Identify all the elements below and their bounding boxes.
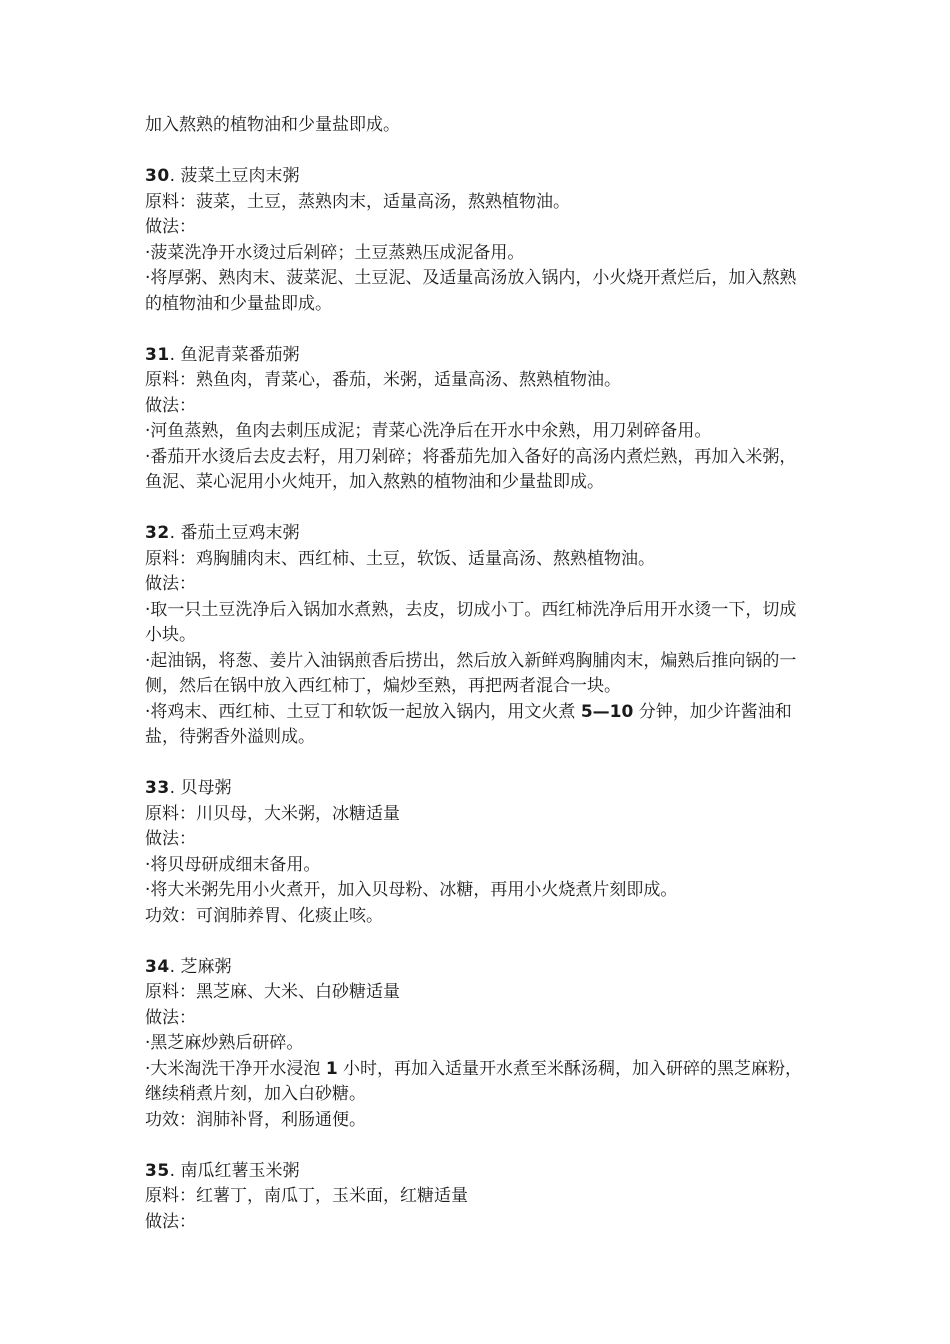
recipe-name: 菠菜土豆肉末粥 xyxy=(180,166,300,186)
recipe-number: 31 xyxy=(145,344,170,365)
recipe-step: ·取一只土豆洗净后入锅加水煮熟，去皮，切成小丁。西红柿洗净后用开水烫一下，切成小块。 xyxy=(145,599,797,645)
recipe-step: ·黑芝麻炒熟后研碎。 xyxy=(145,1033,304,1053)
spacer xyxy=(145,139,810,165)
recipe-method-label: 做法： xyxy=(145,217,196,237)
recipe-step xyxy=(145,1057,810,1108)
recipe-name: 贝母粥 xyxy=(180,778,232,798)
recipe-method-label: 做法： xyxy=(145,1211,196,1232)
recipe-step: ·将厚粥、熟肉末、菠菜泥、土豆泥、及适量高汤放入锅内，小火烧开煮烂后，加入熬熟的植物油和少量盐即成。 xyxy=(145,268,797,314)
step-text: ·将鸡末、西红柿、土豆丁和软饭一起放入锅内，用文火煮 xyxy=(145,701,581,722)
recipe-32 xyxy=(145,521,810,751)
step-text: 分钟，加少许酱油和盐，待粥香外溢则成。 xyxy=(145,701,792,747)
recipe-33 xyxy=(145,776,810,929)
recipe-name: 番茄土豆鸡末粥 xyxy=(180,523,300,543)
recipe-method-label: 做法： xyxy=(145,395,196,416)
recipe-ingredients: 原料：熟鱼肉，青菜心，番茄，米粥，适量高汤、熬熟植物油。 xyxy=(145,370,621,390)
recipe-number-separator: . xyxy=(169,344,176,365)
recipe-title xyxy=(145,521,810,547)
recipe-method-label: 做法： xyxy=(145,1007,196,1028)
recipe-step: ·起油锅，将葱、姜片入油锅煎香后捞出，然后放入新鲜鸡胸脯肉末，煸熟后推向锅的一侧，然后在锅中放入西红柿丁，煸炒至熟，再把两者混合一块。 xyxy=(145,650,797,696)
recipe-step: ·将贝母研成细末备用。 xyxy=(145,854,321,875)
recipe-number-separator: . xyxy=(169,166,176,186)
recipe-title xyxy=(145,776,810,802)
recipe-title xyxy=(145,343,810,369)
recipe-title xyxy=(145,1159,810,1185)
recipe-number: 34 xyxy=(145,956,170,977)
recipe-number-separator: . xyxy=(169,956,176,977)
recipe-name: 南瓜红薯玉米粥 xyxy=(180,1160,300,1181)
recipe-method-label: 做法： xyxy=(145,829,196,849)
recipe-title xyxy=(145,164,810,190)
recipe-step: ·番茄开水烫后去皮去籽，用刀剁碎；将番茄先加入备好的高汤内煮烂熟，再加入米粥，鱼泥、菜心泥用小火炖开，加入熬熟的植物油和少量盐即成。 xyxy=(145,446,797,492)
step-text: ·大米淘洗干净开水浸泡 xyxy=(145,1058,326,1079)
recipe-step: ·菠菜洗净开水烫过后剁碎；土豆蒸熟压成泥备用。 xyxy=(145,242,525,263)
step-duration: 1 xyxy=(325,1058,338,1079)
recipe-number: 32 xyxy=(145,523,170,543)
recipe-method-label: 做法： xyxy=(145,574,196,594)
recipe-34 xyxy=(145,955,810,1134)
recipe-number-separator: . xyxy=(169,1160,176,1181)
recipe-effect: 功效：润肺补肾，利肠通便。 xyxy=(145,1109,366,1130)
recipe-ingredients: 原料：鸡胸脯肉末、西红柿、土豆，软饭、适量高汤、熬熟植物油。 xyxy=(145,548,655,569)
recipe-31 xyxy=(145,343,810,496)
recipe-35 xyxy=(145,1159,810,1236)
step-duration: 5—10 xyxy=(580,701,634,722)
recipe-name: 鱼泥青菜番茄粥 xyxy=(180,344,300,365)
recipe-ingredients: 原料：黑芝麻、大米、白砂糖适量 xyxy=(145,982,400,1002)
intro-line: 加入熬熟的植物油和少量盐即成。 xyxy=(145,115,400,135)
recipe-number: 35 xyxy=(145,1160,170,1181)
recipe-ingredients: 原料：菠菜，土豆，蒸熟肉末，适量高汤，熬熟植物油。 xyxy=(145,191,570,212)
recipe-ingredients: 原料：红薯丁，南瓜丁，玉米面，红糖适量 xyxy=(145,1186,468,1206)
recipe-name: 芝麻粥 xyxy=(180,956,232,977)
recipe-step: ·河鱼蒸熟，鱼肉去刺压成泥；青菜心洗净后在开水中氽熟，用刀剁碎备用。 xyxy=(145,421,712,441)
recipe-ingredients: 原料：川贝母，大米粥，冰糖适量 xyxy=(145,803,400,824)
recipe-title xyxy=(145,955,810,981)
recipe-number-separator: . xyxy=(169,778,176,798)
recipe-number-separator: . xyxy=(169,523,176,543)
recipe-step: ·将大米粥先用小火煮开，加入贝母粉、冰糖，再用小火烧煮片刻即成。 xyxy=(145,880,678,900)
recipe-30 xyxy=(145,164,810,317)
recipe-effect: 功效：可润肺养胃、化痰止咳。 xyxy=(145,905,383,926)
recipe-step xyxy=(145,700,810,751)
recipe-number: 30 xyxy=(145,166,170,186)
step-text: 小时，再加入适量开水煮至米酥汤稠，加入研碎的黑芝麻粉，继续稍煮片刻，加入白砂糖。 xyxy=(145,1058,803,1104)
recipe-number: 33 xyxy=(145,778,170,798)
